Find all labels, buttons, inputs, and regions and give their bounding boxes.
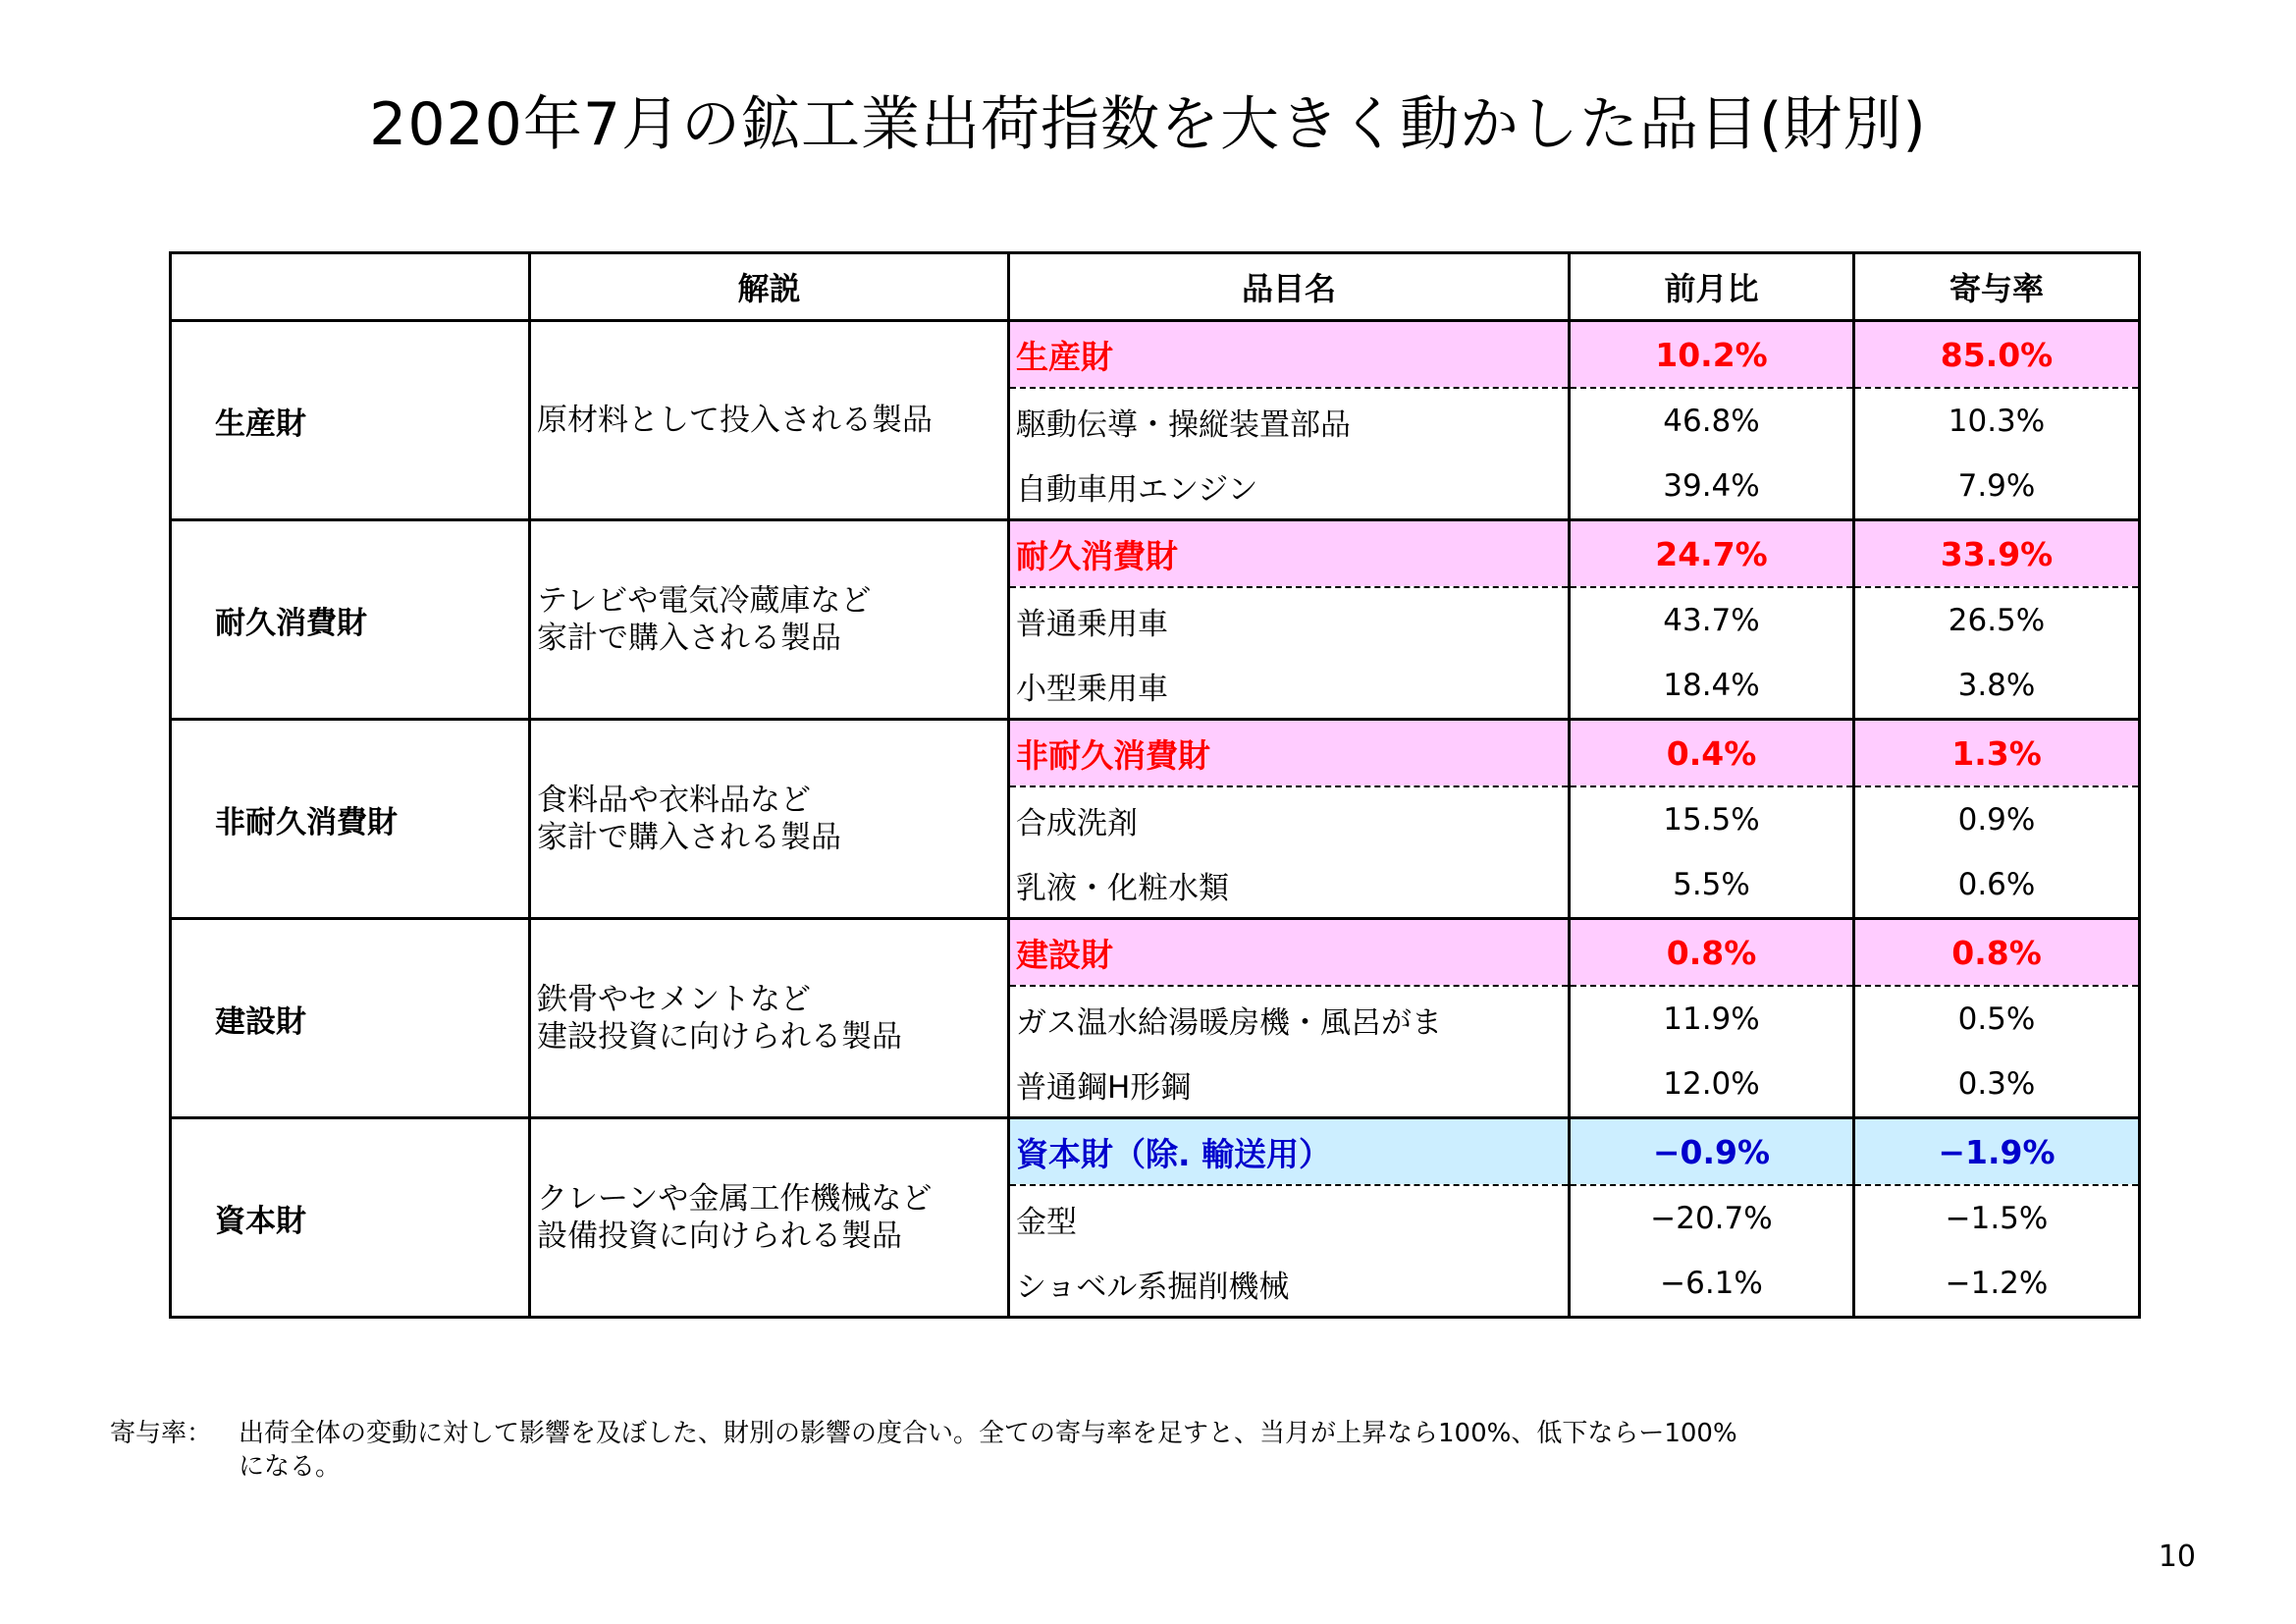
item-name: ガス温水給湯暖房機・風呂がま xyxy=(1009,986,1570,1052)
footnote-text-line2: になる。 xyxy=(239,1452,342,1482)
item-contribution: 10.3% xyxy=(1854,388,2140,454)
item-contribution: 26.5% xyxy=(1854,587,2140,653)
total-contribution: 85.0% xyxy=(1854,321,2140,389)
description-line: クレーンや金属工作機械など xyxy=(537,1181,933,1217)
item-contribution: 0.5% xyxy=(1854,986,2140,1052)
item-name: 小型乗用車 xyxy=(1009,653,1570,720)
description-cell xyxy=(530,720,1009,919)
page-number: 10 xyxy=(2158,1540,2196,1574)
item-name: 自動車用エンジン xyxy=(1009,454,1570,520)
page-title: 2020年7月の鉱工業出荷指数を大きく動かした品目(財別) xyxy=(369,90,1927,159)
description-line: 建設投資に向けられる製品 xyxy=(537,1019,902,1055)
total-contribution: −1.9% xyxy=(1854,1118,2140,1186)
total-mom: 24.7% xyxy=(1570,520,1854,588)
total-mom: 0.4% xyxy=(1570,720,1854,787)
item-name: 駆動伝導・操縦装置部品 xyxy=(1009,388,1570,454)
description-line: テレビや電気冷蔵庫など xyxy=(537,583,872,619)
description-cell xyxy=(530,520,1009,720)
description-cell xyxy=(530,1118,1009,1318)
header-contribution: 寄与率 xyxy=(1854,253,2140,321)
item-name: 合成洗剤 xyxy=(1009,786,1570,852)
description-line: 食料品や衣料品など xyxy=(537,783,811,818)
item-mom: 12.0% xyxy=(1570,1052,1854,1118)
total-mom: −0.9% xyxy=(1570,1118,1854,1186)
item-contribution: 0.6% xyxy=(1854,852,2140,919)
category-cell: 耐久消費財 xyxy=(171,520,530,720)
category-cell: 資本財 xyxy=(171,1118,530,1318)
item-mom: 43.7% xyxy=(1570,587,1854,653)
total-mom: 10.2% xyxy=(1570,321,1854,389)
total-item-name: 耐久消費財 xyxy=(1009,520,1570,588)
table-row xyxy=(171,321,2140,389)
item-contribution: 7.9% xyxy=(1854,454,2140,520)
total-item-name: 非耐久消費財 xyxy=(1009,720,1570,787)
table-body xyxy=(171,321,2140,1318)
footnote-label: 寄与率： xyxy=(110,1419,213,1448)
total-contribution: 0.8% xyxy=(1854,919,2140,987)
goods-table xyxy=(169,251,2141,1319)
item-mom: 5.5% xyxy=(1570,852,1854,919)
item-contribution: 0.3% xyxy=(1854,1052,2140,1118)
item-mom: −20.7% xyxy=(1570,1185,1854,1251)
description-line: 家計で購入される製品 xyxy=(537,820,841,855)
category-cell: 生産財 xyxy=(171,321,530,520)
item-contribution: −1.2% xyxy=(1854,1251,2140,1318)
header-description: 解説 xyxy=(530,253,1009,321)
footnote-indent xyxy=(110,1450,239,1484)
item-contribution: 3.8% xyxy=(1854,653,2140,720)
category-cell: 建設財 xyxy=(171,919,530,1118)
item-name: 乳液・化粧水類 xyxy=(1009,852,1570,919)
table-header-row xyxy=(171,253,2140,321)
description-cell xyxy=(530,321,1009,520)
item-mom: 18.4% xyxy=(1570,653,1854,720)
table-row xyxy=(171,1118,2140,1186)
description-line: 家計で購入される製品 xyxy=(537,621,841,656)
item-mom: 11.9% xyxy=(1570,986,1854,1052)
description-cell xyxy=(530,919,1009,1118)
footnote xyxy=(110,1417,1737,1484)
item-name: 金型 xyxy=(1009,1185,1570,1251)
table-row xyxy=(171,919,2140,987)
footnote-text-line1: 出荷全体の変動に対して影響を及ぼした、財別の影響の度合い。全ての寄与率を足すと、当月が上昇なら100%、低下ならー100% xyxy=(239,1419,1737,1448)
header-mom: 前月比 xyxy=(1570,253,1854,321)
total-item-name: 生産財 xyxy=(1009,321,1570,389)
table-row xyxy=(171,520,2140,588)
total-item-name: 資本財（除. 輸送用） xyxy=(1009,1118,1570,1186)
total-contribution: 33.9% xyxy=(1854,520,2140,588)
item-mom: 46.8% xyxy=(1570,388,1854,454)
total-mom: 0.8% xyxy=(1570,919,1854,987)
item-contribution: −1.5% xyxy=(1854,1185,2140,1251)
description-line: 設備投資に向けられる製品 xyxy=(537,1218,902,1254)
item-name: 普通乗用車 xyxy=(1009,587,1570,653)
item-contribution: 0.9% xyxy=(1854,786,2140,852)
total-item-name: 建設財 xyxy=(1009,919,1570,987)
category-cell: 非耐久消費財 xyxy=(171,720,530,919)
item-name: 普通鋼H形鋼 xyxy=(1009,1052,1570,1118)
description-line: 原材料として投入される製品 xyxy=(537,403,933,438)
description-line: 鉄骨やセメントなど xyxy=(537,982,811,1017)
total-contribution: 1.3% xyxy=(1854,720,2140,787)
item-mom: 15.5% xyxy=(1570,786,1854,852)
item-mom: −6.1% xyxy=(1570,1251,1854,1318)
header-item: 品目名 xyxy=(1009,253,1570,321)
table-row xyxy=(171,720,2140,787)
item-name: ショベル系掘削機械 xyxy=(1009,1251,1570,1318)
header-category xyxy=(171,253,530,321)
item-mom: 39.4% xyxy=(1570,454,1854,520)
